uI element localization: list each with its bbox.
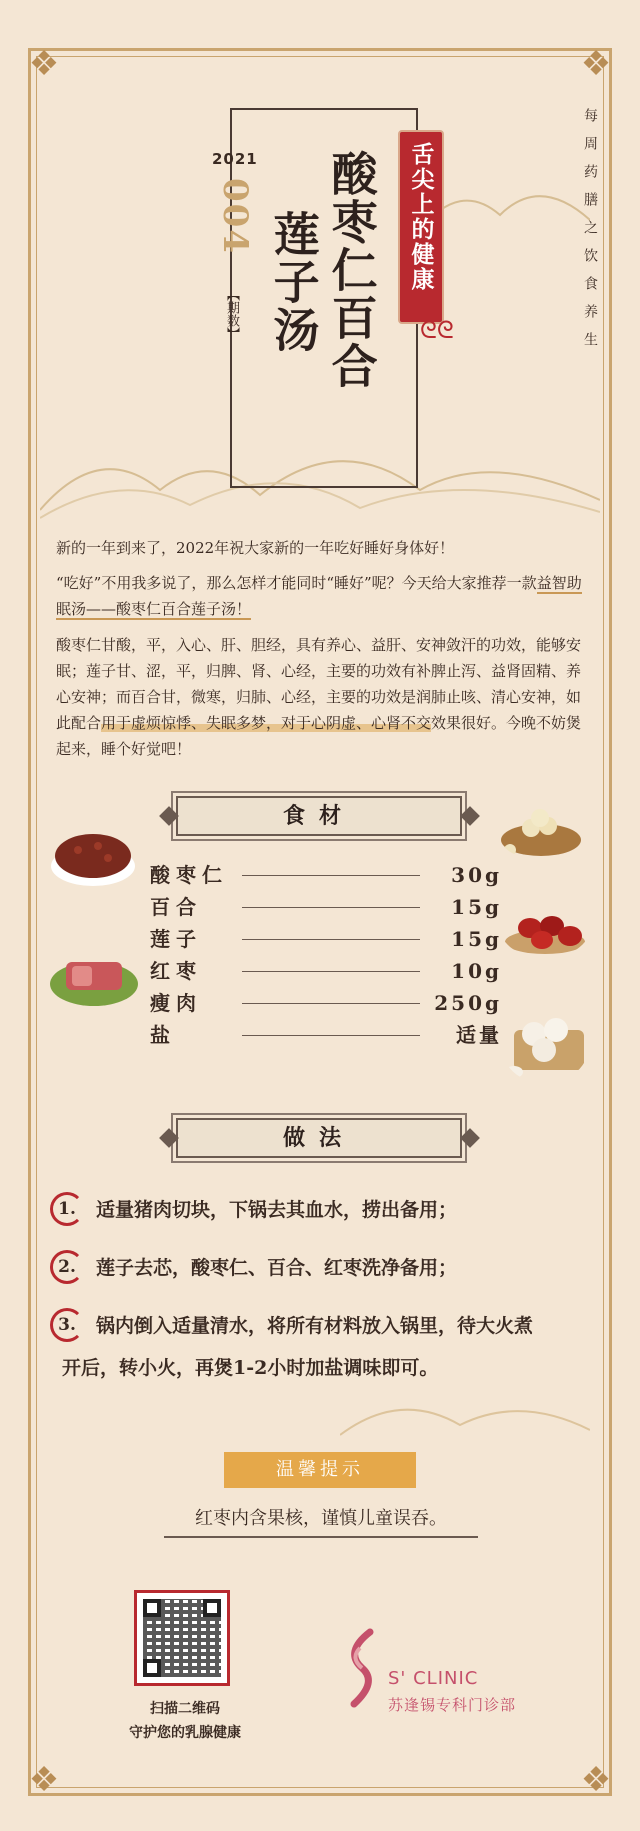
- ingredient-amount: 250g: [434, 991, 502, 1015]
- ingredient-leader-line: [242, 971, 420, 972]
- lean-pork-plate-icon: [46, 940, 142, 1012]
- clinic-logo-text: S' CLINIC: [388, 1668, 479, 1689]
- ingredient-name: 红枣: [150, 959, 202, 983]
- title-frame: [230, 108, 418, 488]
- qr-caption-line2: 守护您的乳腺健康: [129, 1725, 241, 1741]
- issue-label: 【期数】: [224, 288, 239, 340]
- step-text: 适量猪肉切块，下锅去其血水，捞出备用；: [96, 1199, 458, 1221]
- ingredient-amount: 15g: [451, 927, 502, 951]
- cloud-swirl-icon: ᘓᘓ: [420, 316, 454, 344]
- step-text: 开后，转小火，再煲1-2小时加盐调味即可。: [62, 1357, 439, 1379]
- ingredients-header: 食材: [176, 796, 462, 836]
- lotus-seed-plate-icon: [496, 800, 586, 860]
- ingredient-name: 酸枣仁: [150, 863, 228, 887]
- issue-number: 004: [215, 178, 255, 255]
- ingredient-row: [150, 988, 502, 1018]
- qr-finder-icon: [143, 1659, 161, 1677]
- side-vertical-text: 每周药膳之饮食养生: [582, 108, 598, 360]
- intro-paragraph-3: [56, 632, 586, 762]
- ingredient-name: 莲子: [150, 927, 202, 951]
- intro-p3-text: 酸枣仁甘酸，平，入心、肝、胆经，具有养心、益肝、安神敛汗的功效，能够安眠；莲子甘、涩，平，归脾、肾、心经，主要的功效有补脾止泻、益肾固精、养心安神；而百合甘，微寒，归肺、心经，主要的功效是润肺止咳、清心安神，如此配合: [56, 636, 582, 732]
- qr-code[interactable]: [134, 1590, 230, 1686]
- qr-finder-icon: [143, 1599, 161, 1617]
- lily-bulb-plate-icon: [500, 1000, 590, 1084]
- ingredient-name: 瘦肉: [150, 991, 202, 1015]
- intro-p2-text: “吃好”不用我多说了，那么怎样才能同时“睡好”呢？今天给大家推荐一款: [56, 574, 537, 592]
- qr-caption-line1: 扫描二维码: [150, 1701, 220, 1717]
- ingredient-leader-line: [242, 1035, 420, 1036]
- ingredient-name: 百合: [150, 895, 202, 919]
- step-number: 2.: [50, 1250, 84, 1284]
- jujube-seed-bowl-icon: [48, 826, 138, 890]
- qr-finder-icon: [203, 1599, 221, 1617]
- tip-badge: 温馨提示: [224, 1452, 416, 1488]
- ingredient-row: [150, 860, 502, 890]
- step-3-continued: [62, 1348, 602, 1388]
- method-header: 做法: [176, 1118, 462, 1158]
- page-title-line2: 莲子汤: [266, 210, 321, 354]
- ingredient-row: [150, 1020, 502, 1050]
- step-number: 3.: [50, 1308, 84, 1342]
- series-tag: [398, 130, 444, 324]
- step-number: 1.: [50, 1192, 84, 1226]
- mountain-decoration-icon: [340, 1380, 590, 1440]
- ingredient-row: [150, 956, 502, 986]
- intro-p2-highlight: 益智助眠汤——酸枣仁百合莲子汤！: [56, 574, 582, 618]
- page-title-line1: 酸枣仁百合: [324, 150, 379, 390]
- step-text: 莲子去芯，酸枣仁、百合、红枣洗净备用；: [96, 1257, 458, 1279]
- corner-ornament-icon: ❖: [28, 1760, 60, 1800]
- ingredient-amount: 10g: [451, 959, 502, 983]
- ingredient-amount: 30g: [451, 863, 502, 887]
- intro-paragraph-2: [56, 570, 586, 622]
- clinic-name: 苏逢锡专科门诊部: [388, 1696, 517, 1714]
- red-date-plate-icon: [500, 898, 590, 958]
- corner-ornament-icon: ❖: [28, 44, 60, 84]
- ingredient-leader-line: [242, 1003, 420, 1004]
- step-text: 锅内倒入适量清水，将所有材料放入锅里，待大火煮: [96, 1315, 534, 1337]
- ingredient-name: 盐: [150, 1023, 176, 1047]
- ingredient-amount: 适量: [456, 1023, 502, 1047]
- tip-text: 红枣内含果核，谨慎儿童误吞。: [164, 1504, 478, 1538]
- corner-ornament-icon: ❖: [580, 44, 612, 84]
- ingredient-leader-line: [242, 875, 420, 876]
- year-label: 2021: [212, 150, 258, 168]
- intro-p3-end: 效果很好。今晚不妨煲起来，睡个好觉吧！: [56, 714, 582, 758]
- ingredient-row: [150, 924, 502, 954]
- ingredient-amount: 15g: [451, 895, 502, 919]
- intro-paragraph-1: 新的一年到来了，2022年祝大家新的一年吃好睡好身体好！: [56, 539, 455, 557]
- ingredient-leader-line: [242, 939, 420, 940]
- intro-p3-highlight: 用于虚烦惊悸、失眠多梦，对于心阴虚、心肾不交: [101, 714, 432, 732]
- ingredient-leader-line: [242, 907, 420, 908]
- clinic-logo-icon: [340, 1628, 380, 1708]
- corner-ornament-icon: ❖: [580, 1760, 612, 1800]
- series-tag-text: 舌尖上的健康: [407, 142, 435, 292]
- mountain-decoration-icon: [420, 160, 590, 240]
- ingredient-row: [150, 892, 502, 922]
